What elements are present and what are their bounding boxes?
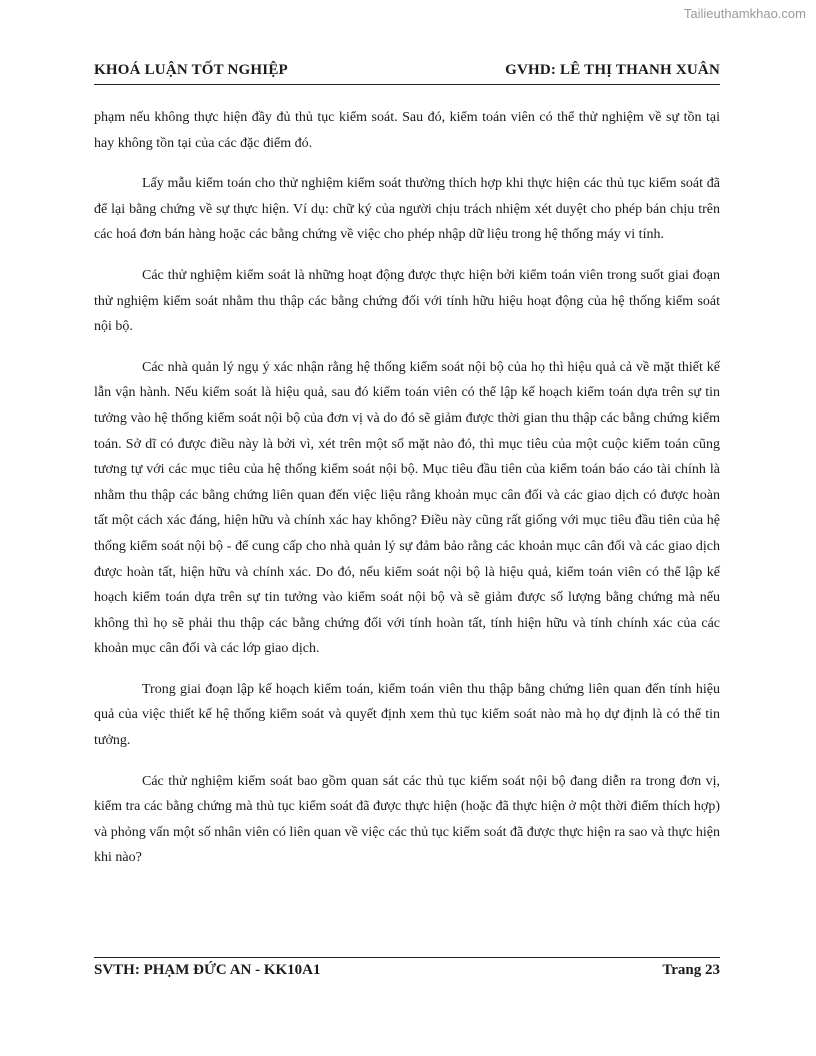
header-divider xyxy=(94,84,720,85)
header-title: KHOÁ LUẬN TỐT NGHIỆP xyxy=(94,62,288,78)
watermark: Tailieuthamkhao.com xyxy=(683,6,806,21)
paragraph-3: Các thử nghiệm kiểm soát là những hoạt động được thực hiện bởi kiểm toán viên trong suốt giai đoạn thử nghiệm kiểm soát nhằm thu thập các bằng chứng đối với tính hữu hiệu hoạt động của hệ thống kiểm soát nội bộ. xyxy=(94,267,720,335)
page-footer xyxy=(94,962,720,979)
page-number: Trang 23 xyxy=(662,962,720,978)
paragraph-1: phạm nếu không thực hiện đầy đủ thủ tục kiểm soát. Sau đó, kiểm toán viên có thể thử nghiệm về sự tồn tại hay không tồn tại của các đặc điểm đó. xyxy=(94,110,720,151)
paragraph-5: Trong giai đoạn lập kế hoạch kiểm toán, kiểm toán viên thu thập bằng chứng liên quan đến tính hiệu quả của việc thiết kế hệ thống kiểm soát và quyết định xem thủ tục kiểm soát nào mà họ dự định là có thể tin tưởng. xyxy=(94,681,720,749)
paragraph-2: Lấy mẫu kiểm toán cho thử nghiệm kiểm soát thường thích hợp khi thực hiện các thủ tục kiểm soát đã để lại bằng chứng về sự thực hiện. Ví dụ: chữ ký của người chịu trách nhiệm xét duyệt cho phép bán chịu trên các hoá đơn bán hàng hoặc các bằng chứng về việc cho phép nhập dữ liệu trong hệ thống máy vi tính. xyxy=(94,176,720,243)
header-advisor: GVHD: LÊ THỊ THANH XUÂN xyxy=(505,62,720,78)
document-body xyxy=(94,105,720,886)
footer-divider xyxy=(94,957,720,958)
paragraph-6: Các thử nghiệm kiểm soát bao gồm quan sát các thủ tục kiểm soát nội bộ đang diễn ra trong đơn vị, kiểm tra các bằng chứng mà thủ tục kiểm soát đã được thực hiện (hoặc đã thực hiện ở một thời điểm thích hợp) và phỏng vấn một số nhân viên có liên quan về việc các thủ tục kiểm soát đã được thực hiện ra sao và thực hiện khi nào? xyxy=(94,773,720,866)
footer-author: SVTH: PHẠM ĐỨC AN - KK10A1 xyxy=(94,962,321,978)
page-header xyxy=(94,62,720,79)
paragraph-4: Các nhà quản lý ngụ ý xác nhận rằng hệ thống kiểm soát nội bộ của họ thì hiệu quả cả về mặt thiết kế lẫn vận hành. Nếu kiểm soát là hiệu quả, sau đó kiểm toán viên có thể lập kế hoạch kiểm toán dựa trên sự tin tưởng vào hệ thống kiểm soát nội bộ của đơn vị và do đó sẽ giảm được thời gian thu thập các bằng chứng kiểm toán. Sở dĩ có được điều này là bởi vì, xét trên một số mặt nào đó, thì mục tiêu của một cuộc kiểm toán cũng tương tự với các mục tiêu của hệ thống kiểm soát nội bộ. Mục tiêu đầu tiên của kiểm toán báo cáo tài chính là nhằm thu thập các bằng chứng liên quan đến việc liệu rằng khoản mục cân đối và các giao dịch có được hoàn tất một cách xác đáng, hiện hữu và chính xác hay không? Điều này cũng rất giống với mục tiêu đầu tiên của hệ thống kiểm soát nội bộ - để cung cấp cho nhà quản lý sự đảm bảo rằng các khoản mục cân đối và các giao dịch được hoàn tất, hiện hữu và chính xác. Do đó, nếu kiểm soát nội bộ là hiệu quả, kiểm toán viên có thể lập kế hoạch kiểm toán dựa trên sự tin tưởng vào kiểm soát nội bộ và sẽ giảm được số lượng bằng chứng mà nếu không thì họ sẽ phải thu thập các bằng chứng đối với tính hoàn tất, tính hiện hữu và tính chính xác của các khoản mục cân đối và các lớp giao dịch. xyxy=(94,359,720,657)
